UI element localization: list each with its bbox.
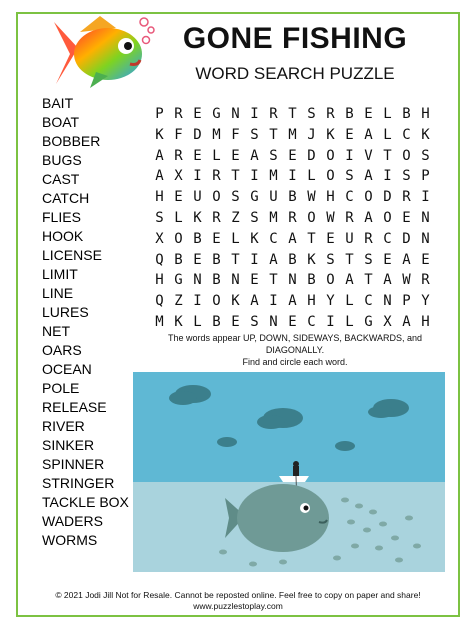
cloud-icon [217, 437, 237, 447]
grid-letter[interactable]: M [212, 126, 221, 143]
grid-letter[interactable]: L [383, 106, 392, 122]
word-list-item: LURES [42, 304, 89, 320]
grid-letter[interactable]: I [288, 168, 297, 185]
grid-letter[interactable]: L [345, 293, 354, 310]
grid-letter[interactable]: B [212, 272, 221, 289]
grid-letter[interactable]: S [250, 126, 259, 143]
word-list-item: STRINGER [42, 475, 115, 491]
grid-letter[interactable]: S [345, 168, 354, 185]
grid-letter[interactable]: O [326, 168, 335, 185]
grid-letter[interactable]: A [155, 168, 164, 185]
grid-letter[interactable]: S [326, 251, 335, 268]
grid-letter[interactable]: R [212, 209, 221, 226]
grid-letter[interactable]: F [231, 126, 240, 143]
grid-letter[interactable]: P [421, 168, 430, 185]
grid-letter[interactable]: A [402, 251, 411, 268]
grid-letter[interactable]: F [174, 126, 183, 143]
word-list-item: LICENSE [42, 247, 102, 263]
grid-letter[interactable]: P [402, 293, 411, 310]
grid-letter[interactable]: L [231, 230, 240, 247]
grid-letter[interactable]: S [250, 209, 259, 226]
grid-letter[interactable]: E [250, 272, 259, 289]
grid-letter[interactable]: R [174, 147, 183, 164]
word-list-item: RIVER [42, 418, 85, 434]
grid-letter[interactable]: E [212, 230, 221, 247]
grid-letter[interactable]: E [326, 230, 335, 247]
word-list-item: NET [42, 323, 70, 339]
grid-letter[interactable]: A [269, 251, 278, 268]
grid-letter[interactable]: K [250, 230, 259, 247]
grid-letter[interactable]: M [288, 126, 297, 143]
grid-letter[interactable]: B [212, 251, 221, 268]
grid-letter[interactable]: X [383, 313, 392, 330]
grid-letter[interactable]: B [307, 272, 316, 289]
grid-letter[interactable]: S [307, 106, 316, 122]
grid-letter[interactable]: A [364, 209, 373, 226]
grid-letter[interactable]: G [250, 189, 259, 206]
grid-letter[interactable]: N [383, 293, 392, 310]
grid-letter[interactable]: T [345, 251, 354, 268]
fish-logo-icon [50, 14, 155, 94]
copyright-notice: © 2021 Jodi Jill Not for Resale. Cannot be reposted online. Feel free to copy on paper and share! [55, 590, 421, 600]
grid-letter[interactable]: I [345, 147, 354, 164]
grid-letter[interactable]: H [155, 189, 164, 206]
grid-letter[interactable]: X [174, 168, 183, 185]
grid-letter[interactable]: U [345, 230, 354, 247]
grid-letter[interactable]: Z [231, 209, 240, 226]
grid-letter[interactable]: M [269, 209, 278, 226]
grid-letter[interactable]: I [193, 168, 202, 185]
word-list-item: BOAT [42, 114, 80, 130]
grid-letter[interactable]: N [288, 272, 297, 289]
grid-letter[interactable]: S [250, 313, 259, 330]
word-list-item: OARS [42, 342, 82, 358]
grid-letter[interactable]: A [155, 147, 164, 164]
word-list-item: BOBBER [42, 133, 101, 149]
grid-letter[interactable]: G [212, 106, 221, 122]
grid-letter[interactable]: I [326, 313, 335, 330]
instructions-line-2: Find and circle each word. [242, 357, 348, 367]
grid-letter[interactable]: E [345, 126, 354, 143]
website-link[interactable]: www.puzzlestoplay.com [193, 601, 283, 611]
word-list-item: TACKLE BOX [42, 494, 129, 510]
word-list-item: CATCH [42, 190, 90, 206]
grid-letter[interactable]: E [288, 147, 297, 164]
word-list-item: SPINNER [42, 456, 105, 472]
grid-letter[interactable]: B [174, 251, 183, 268]
grid-letter[interactable]: S [155, 209, 164, 226]
grid-letter[interactable]: H [326, 189, 335, 206]
grid-letter[interactable]: S [231, 189, 240, 206]
grid-letter[interactable]: C [269, 230, 278, 247]
grid-letter[interactable]: B [212, 313, 221, 330]
grid-letter[interactable]: Q [155, 251, 164, 268]
grid-letter[interactable]: A [288, 230, 297, 247]
instructions-line-1: The words appear UP, DOWN, SIDEWAYS, BACKWARDS, and DIAGONALLY. [167, 333, 423, 355]
word-list-item: RELEASE [42, 399, 107, 415]
grid-letter[interactable]: D [193, 126, 202, 143]
grid-letter[interactable]: R [212, 168, 221, 185]
grid-letter[interactable]: I [383, 168, 392, 185]
grid-letter[interactable]: N [421, 209, 430, 226]
grid-letter[interactable]: E [231, 147, 240, 164]
page-subtitle: WORD SEARCH PUZZLE [195, 64, 395, 83]
grid-letter[interactable]: L [345, 313, 354, 330]
grid-letter[interactable]: N [269, 313, 278, 330]
grid-letter[interactable]: N [231, 272, 240, 289]
grid-letter[interactable]: L [383, 126, 392, 143]
grid-letter[interactable]: T [269, 272, 278, 289]
grid-letter[interactable]: T [231, 168, 240, 185]
word-list-item: POLE [42, 380, 80, 396]
grid-letter[interactable]: B [193, 230, 202, 247]
grid-letter[interactable]: H [307, 293, 316, 310]
grid-letter[interactable]: C [364, 293, 373, 310]
grid-letter[interactable]: I [269, 293, 278, 310]
grid-letter[interactable]: H [421, 106, 430, 122]
grid-letter[interactable]: X [155, 230, 164, 247]
grid-letter[interactable]: C [307, 313, 316, 330]
grid-letter[interactable]: B [345, 106, 354, 122]
grid-letter[interactable]: P [155, 106, 164, 122]
word-list-item: BAIT [42, 95, 74, 111]
grid-letter[interactable]: M [269, 168, 278, 185]
grid-letter[interactable]: L [307, 168, 316, 185]
grid-letter[interactable]: A [250, 147, 259, 164]
word-list-item: OCEAN [42, 361, 92, 377]
word-list-item: CAST [42, 171, 80, 187]
grid-letter[interactable]: S [402, 168, 411, 185]
word-list-item: LIMIT [42, 266, 78, 282]
grid-letter[interactable]: M [155, 313, 164, 330]
grid-letter[interactable]: T [288, 106, 297, 122]
instructions [140, 332, 450, 368]
grid-letter[interactable]: V [364, 147, 373, 164]
grid-letter[interactable]: Z [174, 293, 183, 310]
grid-letter[interactable]: E [383, 251, 392, 268]
grid-letter[interactable]: E [193, 147, 202, 164]
grid-letter[interactable]: U [269, 189, 278, 206]
grid-letter[interactable]: A [250, 293, 259, 310]
grid-letter[interactable]: R [345, 209, 354, 226]
grid-letter[interactable]: H [155, 272, 164, 289]
grid-letter[interactable]: B [402, 106, 411, 122]
grid-letter[interactable]: W [307, 189, 316, 206]
grid-letter[interactable]: I [421, 189, 430, 206]
grid-letter[interactable]: C [345, 189, 354, 206]
page-title: GONE FISHING [182, 22, 408, 55]
grid-letter[interactable]: I [193, 293, 202, 310]
footer [16, 590, 460, 612]
grid-letter[interactable]: K [193, 209, 202, 226]
grid-letter[interactable]: O [326, 272, 335, 289]
grid-letter[interactable]: D [402, 230, 411, 247]
grid-letter[interactable]: T [383, 147, 392, 164]
word-list-item: HOOK [42, 228, 84, 244]
grid-letter[interactable]: L [174, 209, 183, 226]
grid-letter[interactable]: E [364, 106, 373, 122]
grid-letter[interactable]: O [307, 209, 316, 226]
grid-letter[interactable]: R [288, 209, 297, 226]
grid-letter[interactable]: W [326, 209, 335, 226]
grid-letter[interactable]: O [326, 147, 335, 164]
grid-letter[interactable]: G [364, 313, 373, 330]
grid-letter[interactable]: K [231, 293, 240, 310]
grid-letter[interactable]: G [174, 272, 183, 289]
grid-letter[interactable]: A [402, 313, 411, 330]
grid-letter[interactable]: A [364, 126, 373, 143]
grid-letter[interactable]: T [364, 272, 373, 289]
word-list-item: WADERS [42, 513, 103, 529]
word-list-item: FLIES [42, 209, 81, 225]
grid-letter[interactable]: O [383, 209, 392, 226]
grid-letter[interactable]: K [307, 251, 316, 268]
grid-letter[interactable]: I [250, 168, 259, 185]
grid-letter[interactable]: E [402, 209, 411, 226]
word-list-item: BUGS [42, 152, 82, 168]
grid-letter[interactable]: A [345, 272, 354, 289]
grid-letter[interactable]: D [307, 147, 316, 164]
grid-letter[interactable]: N [193, 272, 202, 289]
grid-letter[interactable]: K [421, 126, 430, 143]
grid-letter[interactable]: S [364, 251, 373, 268]
fishing-scene-illustration [133, 372, 445, 572]
grid-letter[interactable]: C [402, 126, 411, 143]
grid-letter[interactable]: B [288, 251, 297, 268]
grid-letter[interactable]: O [212, 189, 221, 206]
grid-letter[interactable]: K [155, 126, 164, 143]
grid-letter[interactable]: E [288, 313, 297, 330]
grid-letter[interactable]: I [250, 251, 259, 268]
grid-letter[interactable]: B [288, 189, 297, 206]
grid-letter[interactable]: E [193, 106, 202, 122]
grid-letter[interactable]: R [421, 272, 430, 289]
grid-letter[interactable]: U [193, 189, 202, 206]
grid-letter[interactable]: A [288, 293, 297, 310]
grid-letter[interactable]: S [269, 147, 278, 164]
grid-letter[interactable]: E [231, 313, 240, 330]
grid-letter[interactable]: L [212, 147, 221, 164]
grid-letter[interactable]: E [421, 251, 430, 268]
grid-letter[interactable]: R [402, 189, 411, 206]
grid-letter[interactable]: R [364, 230, 373, 247]
grid-letter[interactable]: T [307, 230, 316, 247]
grid-letter[interactable]: D [383, 189, 392, 206]
grid-letter[interactable]: I [250, 106, 259, 122]
grid-letter[interactable]: K [174, 313, 183, 330]
grid-letter[interactable]: R [269, 106, 278, 122]
grid-letter[interactable]: T [231, 251, 240, 268]
grid-letter[interactable]: S [421, 147, 430, 164]
grid-letter[interactable]: Y [421, 293, 430, 310]
word-list-item: WORMS [42, 532, 98, 548]
grid-letter[interactable]: W [402, 272, 411, 289]
grid-letter[interactable]: Q [155, 293, 164, 310]
grid-letter[interactable]: N [421, 230, 430, 247]
grid-letter[interactable]: Y [326, 293, 335, 310]
cloud-icon [335, 441, 355, 451]
grid-letter[interactable]: O [402, 147, 411, 164]
grid-letter[interactable]: A [364, 168, 373, 185]
grid-letter[interactable]: A [383, 272, 392, 289]
letter-grid [150, 104, 435, 333]
grid-letter[interactable]: L [193, 313, 202, 330]
grid-letter[interactable]: O [174, 230, 183, 247]
grid-letter[interactable]: R [174, 106, 183, 122]
grid-letter[interactable]: T [269, 126, 278, 143]
word-list-item: LINE [42, 285, 74, 301]
grid-letter[interactable]: H [421, 313, 430, 330]
word-list [42, 94, 129, 550]
grid-letter[interactable]: O [364, 189, 373, 206]
grid-letter[interactable]: K [326, 126, 335, 143]
grid-letter[interactable]: E [193, 251, 202, 268]
word-list-item: SINKER [42, 437, 95, 453]
grid-letter[interactable]: O [212, 293, 221, 310]
grid-letter[interactable]: N [231, 106, 240, 122]
grid-letter[interactable]: R [326, 106, 335, 122]
grid-letter[interactable]: E [174, 189, 183, 206]
grid-letter[interactable]: J [307, 126, 316, 143]
grid-letter[interactable]: C [383, 230, 392, 247]
